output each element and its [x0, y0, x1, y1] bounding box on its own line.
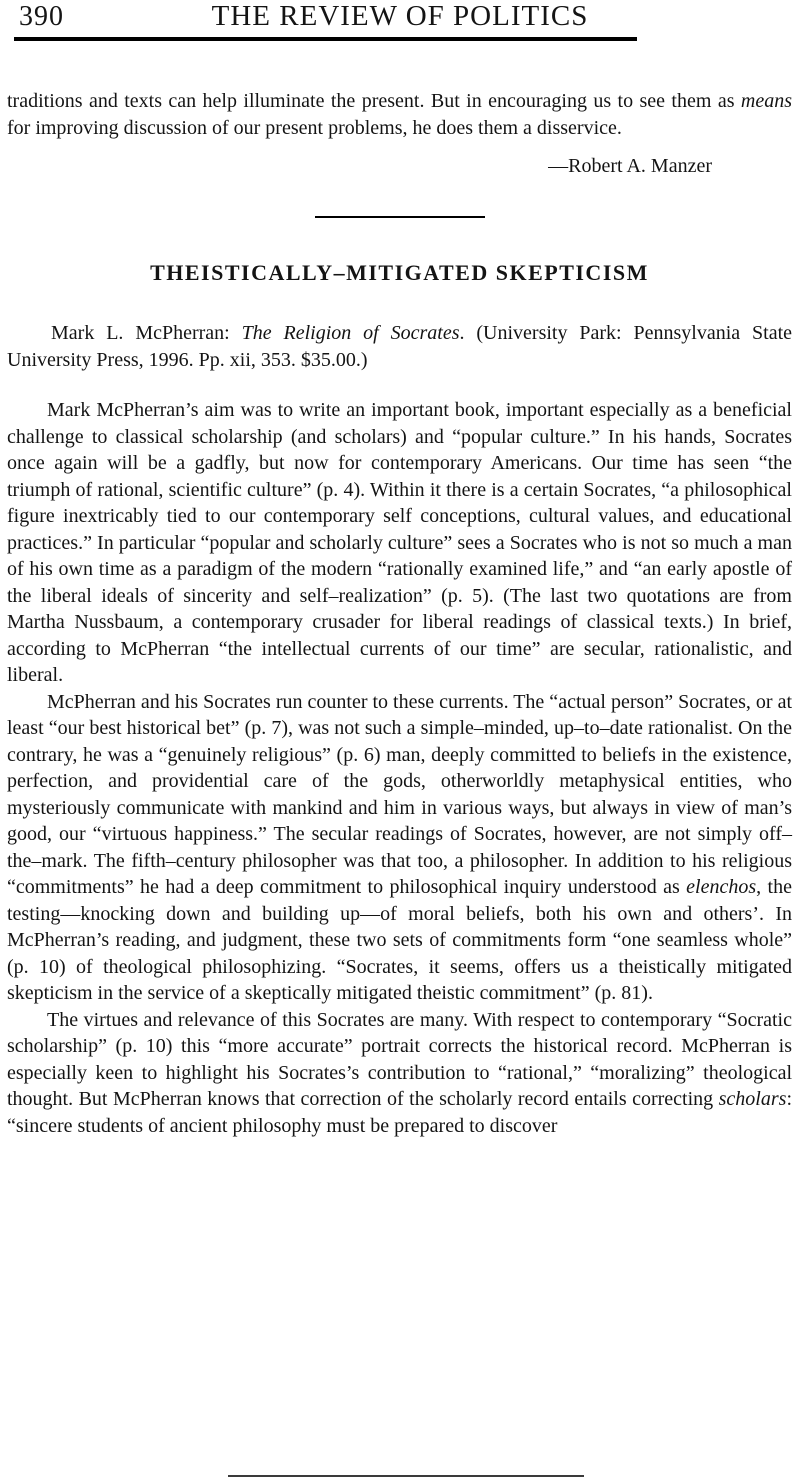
text-run: McPherran and his Socrates run counter to these currents. The “actual person” Socrates, or at least “our best historical bet” (p. 7), was not such a simple–minded, up–to–date rationalist. On the contrary, he was a “genuinely religious” (p. 6) man, deeply committed to beliefs in the existence, perfection, and providential care of the gods, otherworldly metaphysical entities, who mysteriously communicate with mankind and him in various ways, but always in view of man’s good, our “virtuous happiness.” The secular readings of Socrates, however, are not simply off–the–mark. The fifth–century philosopher was that too, a philosopher. In addition to his religious “commitments” he had a deep commitment to philosophical inquiry understood as [7, 690, 792, 898]
text-run: : “sincere students of ancient philosophy must be prepared to discover [7, 1088, 792, 1137]
italic-text-run: means [740, 90, 792, 112]
page-body [0, 88, 800, 1139]
italic-text-run: elenchos [686, 876, 757, 898]
section-divider-rule [315, 216, 485, 218]
text-run: , the testing—knocking down and building up—of moral beliefs, both his own and others’. In McPherran’s reading, and judgment, these two sets of commitments form “one seamless whole” (p. 10) of theological philosophizing. “Socrates, it seems, offers us a theistically mitigated skepticism in the service of a skeptically mitigated theistic commitment” (p. 81). [7, 876, 792, 1004]
review-paragraph-1 [7, 397, 792, 689]
reviewer-attribution: —Robert A. Manzer [548, 155, 712, 177]
italic-text-run: scholars [718, 1088, 787, 1110]
text-run: for improving discussion of our present problems, he does them a disservice. [7, 116, 622, 139]
text-run: Mark L. McPherran: [51, 322, 242, 344]
book-citation [7, 320, 792, 373]
page-number: 390 [19, 1, 64, 32]
italic-text-run: The Religion of Socrates [241, 322, 460, 344]
review-title: THEISTICALLY–MITIGATED SKEPTICISM [150, 259, 649, 285]
text-run: Mark McPherran’s aim was to write an important book, important especially as a beneficial challenge to classical scholarship (and scholars) and “popular culture.” In his hands, Socrates once again will be a gadfly, but now for contemporary Americans. Our time has seen “the triumph of rational, scientific culture” (p. 4). Within it there is a certain Socrates, “a philosophical figure inextricably tied to our contemporary self conceptions, cultural values, and educational practices.” In particular “popular and scholarly culture” sees a Socrates who is not so much a man of his own time as a paradigm of the modern “rationally examined life,” and “an early apostle of the liberal ideals of sincerity and self–realization” (p. 5). (The last two quotations are from Martha Nussbaum, a contemporary crusader for liberal readings of classical texts.) In brief, according to McPherran “the intellectual currents of our time” are secular, rationalistic, and liberal. [7, 399, 792, 686]
review-paragraph-2 [7, 689, 792, 1007]
page-header [0, 0, 800, 42]
header-rule [14, 37, 637, 41]
scan-edge-artifact [228, 1475, 584, 1477]
previous-review-closing-paragraph [7, 88, 792, 141]
review-paragraph-3 [7, 1007, 792, 1140]
text-run: traditions and texts can help illuminate the present. But in encouraging us to see them as [7, 90, 741, 112]
text-run: . (University Park: Pennsylvania State University Press, 1996. Pp. xii, 353. $35.00.) [7, 322, 793, 371]
journal-title: THE REVIEW OF POLITICS [211, 0, 589, 32]
text-run: The virtues and relevance of this Socrates are many. With respect to contemporary “Socratic scholarship” (p. 10) this “more accurate” portrait corrects the historical record. McPherran is especially keen to highlight his Socrates’s contribution to “rational,” “moralizing” theological thought. But McPherran knows that correction of the scholarly record entails correcting [7, 1008, 792, 1110]
